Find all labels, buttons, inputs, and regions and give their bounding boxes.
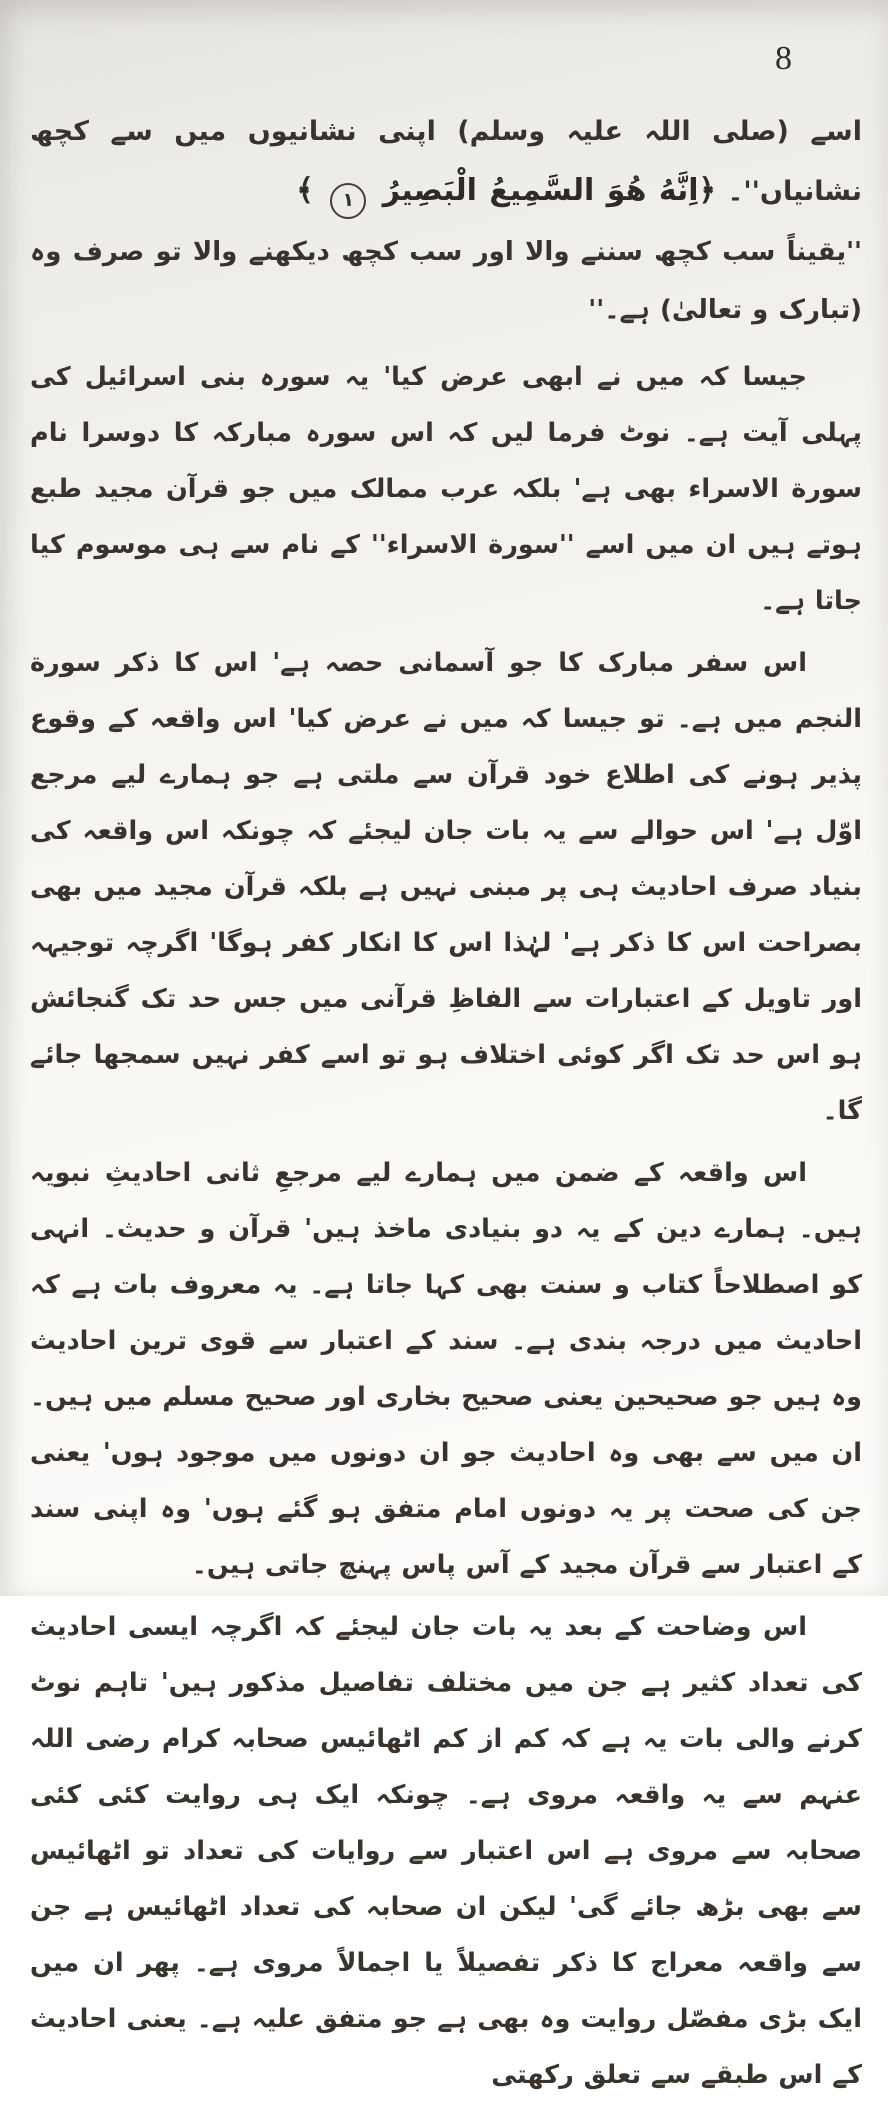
opening-line xyxy=(30,102,862,221)
ayah-number-marker: ١ xyxy=(330,183,366,219)
page-text-block xyxy=(30,102,862,2109)
verse-translation: ''یقیناً سب کچھ سننے والا اور سب کچھ دیکھنے والا تو صرف وہ (تبارک و تعالیٰ) ہے۔'' xyxy=(30,237,862,325)
opening-urdu-text: اسے (صلی اللہ علیہ وسلم) اپنی نشانیوں میں سے کچھ نشانیاں''۔ xyxy=(30,116,862,207)
paragraph-hadith-sources: اس واقعہ کے ضمن میں ہمارے لیے مرجعِ ثانی احادیثِ نبویہ ہیں۔ ہمارے دین کے یہ دو بنیادی ماخذ ہیں' قرآن و حدیث۔ انہی کو اصطلاحاً کتاب و سنت بھی کہا جاتا ہے۔ یہ معروف بات ہے کہ احادیث میں درجہ بندی ہے۔ سند کے اعتبار سے قوی ترین احادیث وہ ہیں جو صحیحین یعنی صحیح بخاری اور صحیح مسلم میں ہیں۔ ان میں سے بھی وہ احادیث جو ان دونوں میں موجود ہوں' یعنی جن کی صحت پر یہ دونوں امام متفق ہو گئے ہوں' وہ اپنی سند کے اعتبار سے قرآن مجید کے آس پاس پہنچ جاتی ہیں۔ xyxy=(30,1158,862,1580)
paragraph-quran-reference: اس سفر مبارک کا جو آسمانی حصہ ہے' اس کا ذکر سورة النجم میں ہے۔ تو جیسا کہ میں نے عرض کیا' اس واقعہ کے وقوع پذیر ہونے کی اطلاع خود قرآن سے ملتی ہے جو ہمارے لیے مرجع اوّل ہے' اس حوالے سے یہ بات جان لیجئے کہ چونکہ اس واقعہ کی بنیاد صرف احادیث ہی پر مبنی نہیں ہے بلکہ قرآن مجید میں بھی بصراحت اس کا ذکر ہے' لہٰذا اس کا انکار کفر ہوگا' اگرچہ توجیہہ اور تاویل کے اعتبارات سے الفاظِ قرآنی میں جس حد تک گنجائش ہو اس حد تک اگر کوئی اختلاف ہو تو اسے کفر نہیں سمجھا جائے گا۔ xyxy=(30,648,862,1126)
paragraph-narration-count: اس وضاحت کے بعد یہ بات جان لیجئے کہ اگرچہ ایسی احادیث کی تعداد کثیر ہے جن میں مختلف تفاصیل مذکور ہیں' تاہم نوٹ کرنے والی بات یہ ہے کہ کم از کم اٹھائیس صحابہ کرام رضی اللہ عنہم سے یہ واقعہ مروی ہے۔ چونکہ ایک ہی روایت کئی کئی صحابہ سے مروی ہے اس اعتبار سے روایات کی تعداد تو اٹھائیس سے بھی بڑھ جائے گی' لیکن ان صحابہ کی تعداد اٹھائیس ہے جن سے واقعہ معراج کا ذکر تفصیلاً یا اجمالاً مروی ہے۔ پھر ان میں ایک بڑی مفصّل روایت وہ بھی ہے جو متفق علیہ ہے۔ یعنی احادیث کے اس طبقے سے تعلق رکھتی xyxy=(30,1612,862,2090)
verse-closing-bracket: ﴾ xyxy=(296,173,314,208)
paragraph-surah-name: جیسا کہ میں نے ابھی عرض کیا' یہ سورہ بنی اسرائیل کی پہلی آیت ہے۔ نوٹ فرما لیں کہ اس سورہ مبارکہ کا دوسرا نام سورة الاسراء بھی ہے' بلکہ عرب ممالک میں جو قرآن مجید طبع ہوتے ہیں ان میں اسے ''سورة الاسراء'' کے نام سے ہی موسوم کیا جاتا ہے۔ xyxy=(30,362,862,616)
quran-verse-arabic: ﴿اِنَّهُ هُوَ السَّمِيعُ الْبَصِيرُ xyxy=(382,173,717,208)
page-number: 8 xyxy=(775,40,792,77)
